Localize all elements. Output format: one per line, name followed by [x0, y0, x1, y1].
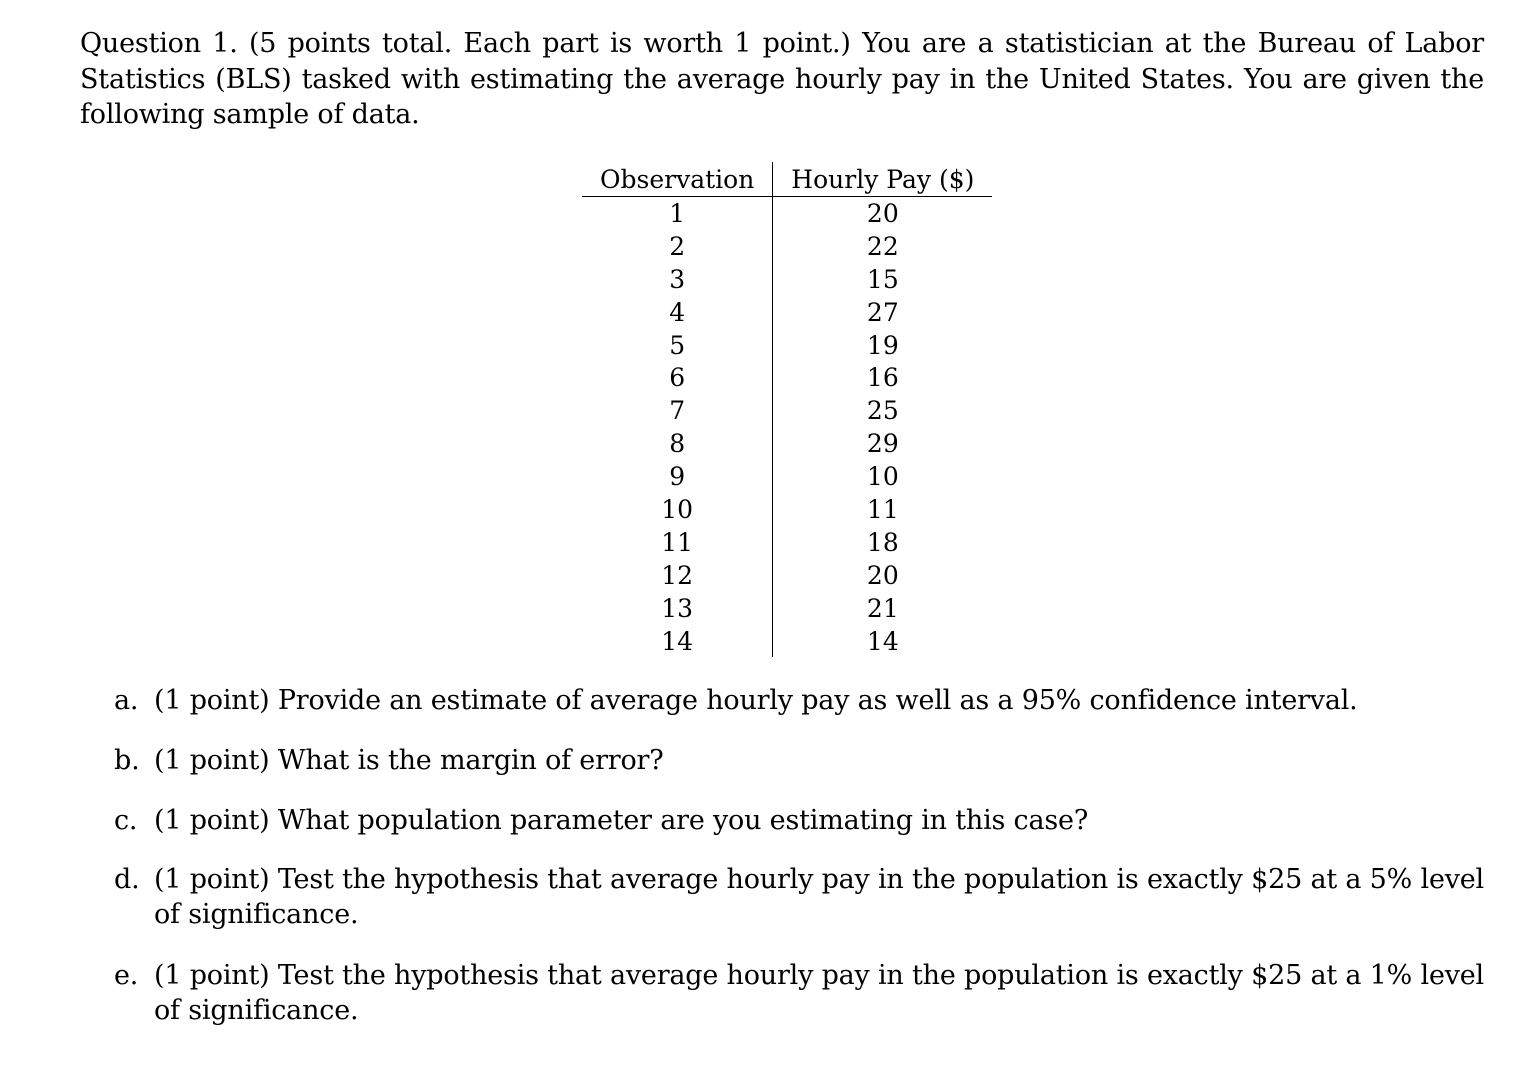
pay-cell: 16 [866, 363, 899, 393]
observation-cell: 2 [582, 230, 773, 263]
part-letter: b. [114, 745, 140, 776]
observation-cell: 12 [582, 559, 773, 592]
pay-cell: 27 [866, 297, 899, 327]
observation-cell: 7 [582, 394, 773, 427]
hourly-pay-table [582, 162, 992, 657]
pay-cell: 22 [866, 231, 899, 261]
observation-cell: 4 [582, 296, 773, 329]
table-row [582, 296, 992, 329]
table-row [582, 559, 992, 592]
observation-cell: 9 [582, 460, 773, 493]
table-row [582, 230, 992, 263]
question-part-b [114, 743, 1484, 778]
observation-cell: 5 [582, 329, 773, 362]
observation-cell: 13 [582, 592, 773, 625]
pay-cell: 25 [866, 396, 899, 426]
part-letter: a. [114, 685, 139, 716]
table-row [582, 592, 992, 625]
observation-cell: 1 [582, 197, 773, 230]
pay-cell: 18 [866, 527, 899, 557]
question-part-d [114, 862, 1484, 932]
pay-cell: 11 [866, 494, 899, 524]
observation-cell: 6 [582, 361, 773, 394]
header-observation: Observation [582, 162, 773, 197]
table-header-row [582, 162, 992, 197]
table-row [582, 394, 992, 427]
observation-cell: 8 [582, 427, 773, 460]
part-text: (1 point) Test the hypothesis that average hourly pay in the population is exactly $25 at a 5% level of significance. [154, 864, 1484, 930]
table-row [582, 460, 992, 493]
observation-cell: 10 [582, 493, 773, 526]
table-row [582, 263, 992, 296]
question-part-a [114, 683, 1484, 718]
table-row [582, 625, 992, 658]
part-text: (1 point) Provide an estimate of average hourly pay as well as a 95% confidence interval. [154, 685, 1358, 716]
question-part-e [114, 958, 1484, 1028]
pay-cell: 29 [866, 429, 899, 459]
pay-cell: 21 [866, 593, 899, 623]
pay-cell: 20 [866, 560, 899, 590]
part-letter: e. [114, 960, 139, 991]
question-part-c [114, 803, 1484, 838]
question-parts-list [114, 683, 1484, 1028]
table-row [582, 361, 992, 394]
observation-cell: 14 [582, 625, 773, 658]
observation-cell: 3 [582, 263, 773, 296]
table-row [582, 526, 992, 559]
pay-cell: 10 [866, 462, 899, 492]
part-text: (1 point) Test the hypothesis that average hourly pay in the population is exactly $25 at a 1% level of significance. [154, 960, 1484, 1026]
table-row [582, 493, 992, 526]
table-row [582, 329, 992, 362]
pay-cell: 19 [866, 330, 899, 360]
part-text: (1 point) What is the margin of error? [154, 745, 664, 776]
pay-cell: 20 [866, 198, 899, 228]
pay-cell: 14 [866, 626, 899, 656]
part-letter: d. [114, 864, 140, 895]
pay-cell: 15 [866, 264, 899, 294]
part-text: (1 point) What population parameter are you estimating in this case? [154, 805, 1089, 836]
table-row [582, 197, 992, 230]
header-hourly-pay: Hourly Pay ($) [773, 162, 993, 197]
question-intro: Question 1. (5 points total. Each part is worth 1 point.) You are a statistician at the Bureau of Labor Statistics (BLS) tasked with estimating the average hourly pay in the United States. You are given the following sample of data. [80, 28, 1484, 130]
table-row [582, 427, 992, 460]
part-letter: c. [114, 805, 138, 836]
observation-cell: 11 [582, 526, 773, 559]
